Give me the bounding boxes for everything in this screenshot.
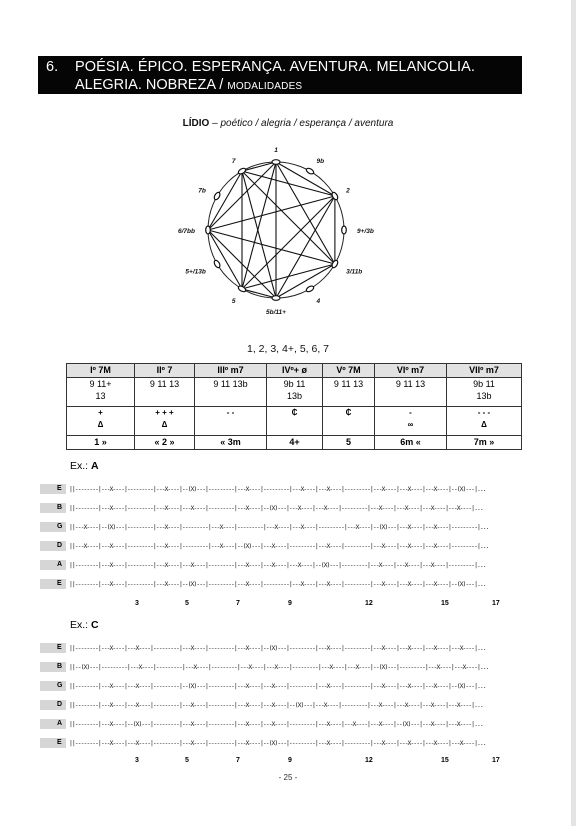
fret-number: 7 bbox=[236, 600, 240, 607]
wheel-connection-line bbox=[276, 162, 335, 196]
fret-number: 15 bbox=[441, 600, 449, 607]
fret-number: 9 bbox=[288, 600, 292, 607]
section-header bbox=[38, 56, 522, 94]
string-name: D bbox=[57, 701, 63, 708]
tab-string-row bbox=[40, 578, 518, 590]
movement-cell: 6m « bbox=[375, 436, 447, 450]
example-c-label: Ex.: C bbox=[70, 619, 99, 631]
wheel-node bbox=[206, 226, 211, 234]
symbol-text: ∞ bbox=[407, 420, 414, 429]
tab-line: ||--------|---X----|---------|---X----|--(X)---|---------|---X----|---------|---X----|---X----|---------|---X----|---X----|---X----|--(X)---|... bbox=[69, 485, 486, 493]
tab-string-row bbox=[40, 559, 518, 571]
extension-text: 9 11 13 bbox=[149, 379, 180, 389]
tab-line: ||--(X)---|---------|---X----|---------|---X----|---------|---X----|---X----|---------|---X----|---X----|--(X)---|---------|---X----|---X----|... bbox=[69, 663, 489, 671]
symbol-text: - - - bbox=[477, 408, 491, 417]
symbol-cell bbox=[267, 407, 323, 436]
wheel-node bbox=[213, 259, 221, 268]
fret-number: 12 bbox=[365, 600, 373, 607]
mode-name: LÍDIO bbox=[182, 118, 210, 129]
extension-text: 9b 11 bbox=[283, 379, 306, 389]
tab-line: ||--------|---X----|---------|---X----|---X----|---------|---X----|--(X)---|---X----|---X----|---------|---X----|---X----|---X----|---X----|... bbox=[69, 504, 483, 512]
wheel-label: 2 bbox=[346, 187, 350, 195]
wheel-node bbox=[272, 160, 280, 165]
string-name: A bbox=[57, 720, 63, 727]
section-category: MODALIDADES bbox=[227, 81, 303, 92]
fret-number: 15 bbox=[441, 757, 449, 764]
string-label-box bbox=[40, 541, 66, 551]
string-name: G bbox=[57, 523, 63, 530]
extension-text: 13 bbox=[95, 391, 106, 401]
section-title-line1: POÉSIA. ÉPICO. ESPERANÇA. AVENTURA. MELANCOLIA. bbox=[75, 59, 476, 75]
movement-cell: « 3m bbox=[195, 436, 267, 450]
tab-string-row bbox=[40, 718, 518, 730]
symbol-cell bbox=[195, 407, 267, 436]
section-number: 6. bbox=[46, 59, 59, 75]
tab-string-row bbox=[40, 699, 518, 711]
wheel-connection-line bbox=[276, 264, 335, 298]
tab-string-row bbox=[40, 661, 518, 673]
fret-number: 17 bbox=[492, 600, 500, 607]
string-name: B bbox=[57, 504, 63, 511]
tab-string-row bbox=[40, 642, 518, 654]
movement-cell: 7m » bbox=[447, 436, 522, 450]
wheel-label: 5+/13b bbox=[185, 268, 206, 276]
tab-line: ||--------|---X----|---X----|---------|---X----|---------|---X----|--(X)---|---------|---X----|---------|---X----|---X----|---X----|---X----|... bbox=[69, 739, 486, 747]
tab-line: ||--------|---X----|---X----|---------|--(X)---|---------|---X----|---X----|---------|---X----|---------|---X----|---X----|---X----|--(X)---|... bbox=[69, 682, 486, 690]
tab-line: ||--------|---X----|--(X)---|---------|---X----|---------|---X----|---X----|---------|---X----|---X----|---X----|--(X)---|---X----|---X----|... bbox=[69, 720, 483, 728]
wheel-connection-line bbox=[276, 162, 335, 264]
fret-number: 3 bbox=[135, 600, 139, 607]
table-symbols-row bbox=[67, 407, 522, 436]
symbol-text: + + + bbox=[155, 408, 174, 417]
tab-string-row bbox=[40, 680, 518, 692]
table-header-row bbox=[67, 364, 522, 378]
fret-number: 9 bbox=[288, 757, 292, 764]
degree-header: IIº 7 bbox=[135, 364, 195, 378]
degree-header: VIIº m7 bbox=[447, 364, 522, 378]
movement-cell: 1 » bbox=[67, 436, 135, 450]
string-name: G bbox=[57, 682, 63, 689]
wheel-label: 7b bbox=[198, 187, 206, 195]
wheel-connection-line bbox=[242, 264, 335, 289]
extension-text: 9b 11 bbox=[473, 379, 495, 389]
scale-degrees: 1, 2, 3, 4+, 5, 6, 7 bbox=[246, 343, 330, 355]
wheel-node bbox=[342, 226, 347, 234]
string-name: E bbox=[57, 644, 62, 651]
string-label-box bbox=[40, 503, 66, 513]
extensions-cell bbox=[323, 378, 375, 407]
extensions-cell bbox=[447, 378, 522, 407]
symbol-text: Δ bbox=[97, 420, 104, 429]
string-label-box bbox=[40, 662, 66, 672]
movement-cell: 4+ bbox=[267, 436, 323, 450]
tab-string-row bbox=[40, 737, 518, 749]
symbol-text: - - bbox=[226, 408, 235, 417]
movement-cell: « 2 » bbox=[135, 436, 195, 450]
symbol-cell bbox=[447, 407, 522, 436]
tab-string-row bbox=[40, 521, 518, 533]
wheel-label: 5 bbox=[231, 298, 236, 306]
movement-cell: 5 bbox=[323, 436, 375, 450]
extensions-cell bbox=[135, 378, 195, 407]
wheel-label: 4 bbox=[316, 298, 321, 306]
wheel-label: 9+/3b bbox=[357, 228, 374, 235]
fret-number: 5 bbox=[185, 600, 189, 607]
string-name: B bbox=[57, 663, 63, 670]
table-movement-row bbox=[67, 436, 522, 450]
wheel-node bbox=[305, 285, 314, 293]
extension-text: 9 11+ bbox=[89, 379, 112, 389]
degree-header: Iº 7M bbox=[67, 364, 135, 378]
wheel-node bbox=[272, 296, 280, 301]
tab-string-row bbox=[40, 502, 518, 514]
extension-text: 9 11 13b bbox=[213, 379, 248, 389]
string-label-box bbox=[40, 700, 66, 710]
string-label-box bbox=[40, 738, 66, 748]
degrees-table bbox=[66, 363, 522, 450]
tab-line: ||---X----|--(X)---|---------|---X----|---------|---X----|---------|---X----|---X----|---------|---X----|--(X)---|---X----|---X----|---------|... bbox=[69, 523, 489, 531]
symbol-text: + bbox=[98, 408, 103, 417]
symbol-cell bbox=[135, 407, 195, 436]
degree-header: Vº 7M bbox=[323, 364, 375, 378]
page-number: - 25 - bbox=[278, 773, 298, 782]
extension-text: 13b bbox=[476, 391, 492, 401]
string-name: D bbox=[57, 542, 63, 549]
wheel-label: 1 bbox=[274, 147, 278, 154]
symbol-text: ₵ bbox=[291, 408, 298, 417]
wheel-connection-line bbox=[242, 171, 335, 196]
string-label-box bbox=[40, 579, 66, 589]
symbol-text: - bbox=[409, 408, 412, 417]
string-name: E bbox=[57, 485, 62, 492]
extensions-cell bbox=[195, 378, 267, 407]
wheel-label: 9b bbox=[316, 157, 325, 165]
degree-header: IVº+ ø bbox=[267, 364, 323, 378]
wheel-label: 6/7bb bbox=[178, 228, 195, 235]
extension-text: 9 11 13 bbox=[395, 379, 426, 389]
wheel-label: 7 bbox=[231, 157, 236, 165]
wheel-label: 5b/11+ bbox=[266, 309, 286, 316]
interval-wheel-diagram bbox=[178, 147, 380, 320]
symbol-text: Δ bbox=[481, 420, 487, 429]
symbol-text: ₵ bbox=[345, 408, 352, 417]
tab-line: ||--------|---X----|---X----|---------|---X----|---------|---X----|--(X)---|---------|---X----|---------|---X----|---X----|---X----|---X----|... bbox=[69, 644, 486, 652]
wheel-connection-line bbox=[276, 196, 335, 298]
fret-number: 17 bbox=[492, 757, 500, 764]
section-title-line2: ALEGRIA. NOBREZA / MODALIDADES bbox=[75, 77, 303, 93]
tab-string-row bbox=[40, 540, 518, 552]
fret-number: 5 bbox=[185, 757, 189, 764]
string-name: A bbox=[57, 561, 63, 568]
extensions-cell bbox=[267, 378, 323, 407]
tab-line: ||--------|---X----|---X----|---------|---X----|---------|---X----|---X----|--(X)---|---X----|---------|---X----|---X----|---X----|---X----|... bbox=[69, 701, 483, 709]
wheel-label: 3/11b bbox=[346, 268, 363, 276]
wheel-connection-line bbox=[242, 171, 276, 298]
symbol-cell bbox=[323, 407, 375, 436]
string-label-box bbox=[40, 719, 66, 729]
wheel-node bbox=[213, 191, 221, 200]
string-label-box bbox=[40, 643, 66, 653]
degree-header: IIIº m7 bbox=[195, 364, 267, 378]
fret-number: 12 bbox=[365, 757, 373, 764]
string-label-box bbox=[40, 560, 66, 570]
mode-description: poético / alegria / esperança / aventura bbox=[220, 118, 394, 129]
extensions-cell bbox=[375, 378, 447, 407]
fret-number: 3 bbox=[135, 757, 139, 764]
string-name: E bbox=[57, 580, 62, 587]
wheel-node bbox=[305, 167, 314, 175]
example-a-label: Ex.: A bbox=[70, 460, 99, 472]
string-label-box bbox=[40, 484, 66, 494]
extensions-cell bbox=[67, 378, 135, 407]
mode-subtitle: LÍDIO – poético / alegria / esperança / aventura bbox=[182, 118, 394, 129]
tab-line: ||---X----|---X----|---------|---X----|---------|---X----|--(X)---|---X----|---------|---X----|---------|---X----|---X----|---X----|---------|... bbox=[69, 542, 489, 550]
tab-line: ||--------|---X----|---------|---X----|---X----|---------|---X----|---X----|---X----|--(X)---|---------|---X----|---X----|---X----|---------|... bbox=[69, 561, 486, 569]
symbol-cell bbox=[375, 407, 447, 436]
string-name: E bbox=[57, 739, 62, 746]
tab-line: ||--------|---X----|---------|---X----|--(X)---|---------|---X----|---------|---X----|---X----|---------|---X----|---X----|---X----|--(X)---|... bbox=[69, 580, 486, 588]
table-extensions-row bbox=[67, 378, 522, 407]
tab-string-row bbox=[40, 483, 518, 495]
symbol-cell bbox=[67, 407, 135, 436]
symbol-text: Δ bbox=[161, 420, 168, 429]
extension-text: 9 11 13 bbox=[333, 379, 364, 389]
degree-header: VIº m7 bbox=[375, 364, 447, 378]
fret-number: 7 bbox=[236, 757, 240, 764]
extension-text: 13b bbox=[286, 391, 303, 401]
